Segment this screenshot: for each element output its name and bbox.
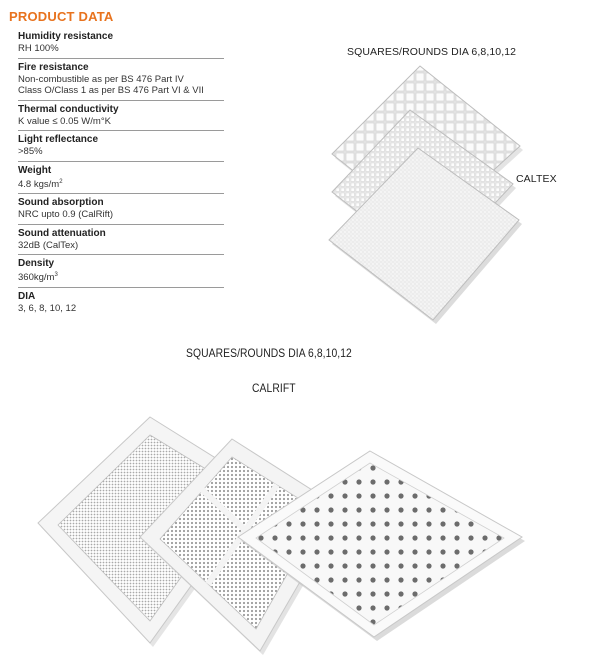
spec-attenuation xyxy=(18,227,224,256)
product-data-list xyxy=(18,30,224,319)
spec-label: Weight xyxy=(18,164,52,176)
spec-superscript: 3 xyxy=(54,272,58,279)
spec-label: DIA xyxy=(18,290,36,302)
spec-light xyxy=(18,133,224,162)
spec-value: 360kg/m xyxy=(18,272,55,284)
spec-label: Thermal conductivity xyxy=(18,103,119,115)
spec-label: Sound attenuation xyxy=(18,227,106,239)
calrift-tiles-image xyxy=(30,405,575,657)
spec-value-line xyxy=(18,270,224,284)
spec-humidity xyxy=(18,30,224,59)
spec-label: Sound absorption xyxy=(18,197,104,209)
spec-label: Density xyxy=(18,258,55,270)
spec-dia xyxy=(18,290,224,318)
page-title: PRODUCT DATA xyxy=(9,9,114,24)
spec-value: RH 100% xyxy=(18,43,59,54)
spec-value: Non-combustible as per BS 476 Part IV xyxy=(18,73,184,85)
calrift-caption: SQUARES/ROUNDS DIA 6,8,10,12 xyxy=(186,346,352,360)
spec-superscript: 2 xyxy=(59,178,63,185)
spec-absorption xyxy=(18,196,224,225)
spec-label: Fire resistance xyxy=(18,61,89,73)
spec-value: >85% xyxy=(18,146,43,157)
caltex-tiles-image xyxy=(315,62,530,332)
caltex-label: CALTEX xyxy=(516,173,557,185)
caltex-caption: SQUARES/ROUNDS DIA 6,8,10,12 xyxy=(347,46,517,58)
spec-label: Light reflectance xyxy=(18,134,99,145)
spec-value: K value ≤ 0.05 W/m°K xyxy=(18,115,111,127)
spec-value-line xyxy=(18,177,224,191)
spec-density xyxy=(18,257,224,288)
spec-fire xyxy=(18,61,224,101)
spec-label: Humidity resistance xyxy=(18,31,114,42)
spec-value: 4.8 kgs/m xyxy=(18,178,60,190)
calrift-label: CALRIFT xyxy=(252,381,296,395)
spec-thermal xyxy=(18,103,224,132)
spec-value: NRC upto 0.9 (CalRift) xyxy=(18,209,114,221)
spec-weight xyxy=(18,164,224,195)
spec-value: 3, 6, 8, 10, 12 xyxy=(18,302,77,314)
spec-value: Class O/Class 1 as per BS 476 Part VI & VII xyxy=(18,85,204,96)
spec-value: 32dB (CalTex) xyxy=(18,239,79,251)
